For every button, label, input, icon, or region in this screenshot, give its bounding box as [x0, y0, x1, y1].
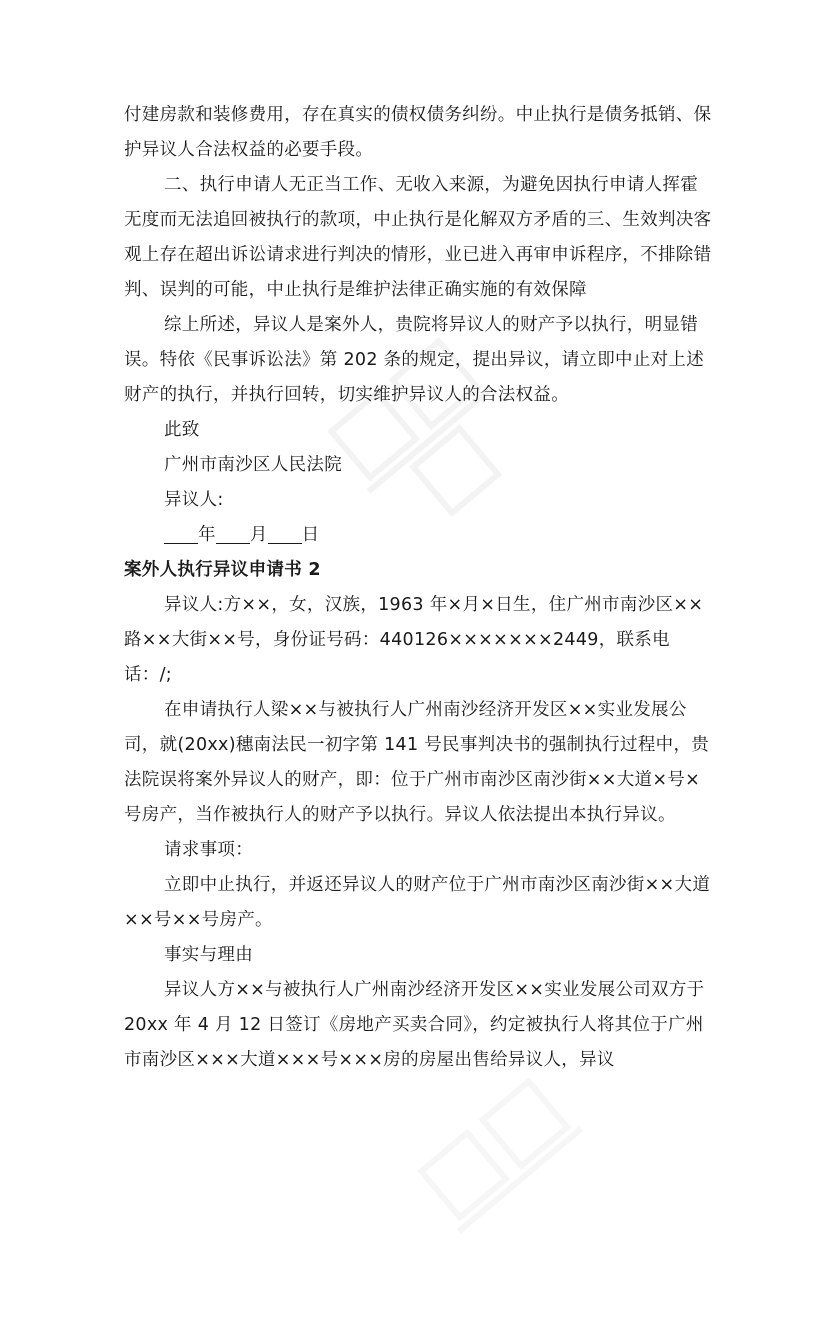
date-blank — [268, 523, 302, 544]
date-blank — [216, 523, 250, 544]
paragraph: 在申请执行人梁××与被执行人广州南沙经济开发区××实业发展公司，就(20xx)穗南法民一初字第 141 号民事判决书的强制执行过程中，贵法院误将案外异议人的财产，即：位于广州市南沙区南沙街××大道×号×号房产，当作被执行人的财产予以执行。异议人依法提出本执行异议。 — [124, 700, 710, 825]
paragraph: 异议人:方××，女，汉族，1963 年×月×日生，住广州市南沙区××路××大街××号，身份证号码：440126×××××××2449，联系电话：/; — [124, 595, 704, 685]
paragraph: 异议人方××与被执行人广州南沙经济开发区××实业发展公司双方于 20xx 年 4 月 12 日签订《房地产买卖合同》，约定被执行人将其位于广州市南沙区×××大道×××号×××房的房屋出售给异议人，异议 — [124, 980, 705, 1070]
recipient: 广州市南沙区人民法院 — [164, 455, 342, 475]
date-blank — [164, 523, 198, 544]
date-year: 年 — [198, 525, 216, 545]
subheading: 事实与理由 — [164, 945, 253, 965]
subheading: 请求事项： — [164, 840, 253, 860]
paragraph: 付建房款和装修费用，存在真实的债权债务纠纷。中止执行是债务抵销、保护异议人合法权益的必要手段。 — [124, 105, 712, 160]
paragraph: 二、执行申请人无正当工作、无收入来源，为避免因执行申请人挥霍无度而无法追回被执行的款项，中止执行是化解双方矛盾的三、生效判决客观上存在超出诉讼请求进行判决的情形，业已进入再审申诉程序，不排除错判、误判的可能，中止执行是维护法律正确实施的有效保障 — [124, 175, 712, 300]
watermark-icon — [380, 1040, 660, 1320]
salutation: 此致 — [164, 420, 200, 440]
document-body — [124, 98, 714, 1078]
section-heading: 案外人执行异议申请书 2 — [124, 560, 321, 580]
date-line — [124, 518, 714, 553]
paragraph: 综上所述，异议人是案外人，贵院将异议人的财产予以执行，明显错误。特依《民事诉讼法》第 202 条的规定，提出异议，请立即中止对上述财产的执行，并执行回转，切实维护异议人的合法权益。 — [124, 315, 705, 405]
date-month: 月 — [249, 525, 268, 545]
date-day: 日 — [301, 525, 320, 545]
signature-label: 异议人: — [164, 490, 224, 510]
paragraph: 立即中止执行，并返还异议人的财产位于广州市南沙区南沙街××大道××号××号房产。 — [124, 875, 711, 930]
